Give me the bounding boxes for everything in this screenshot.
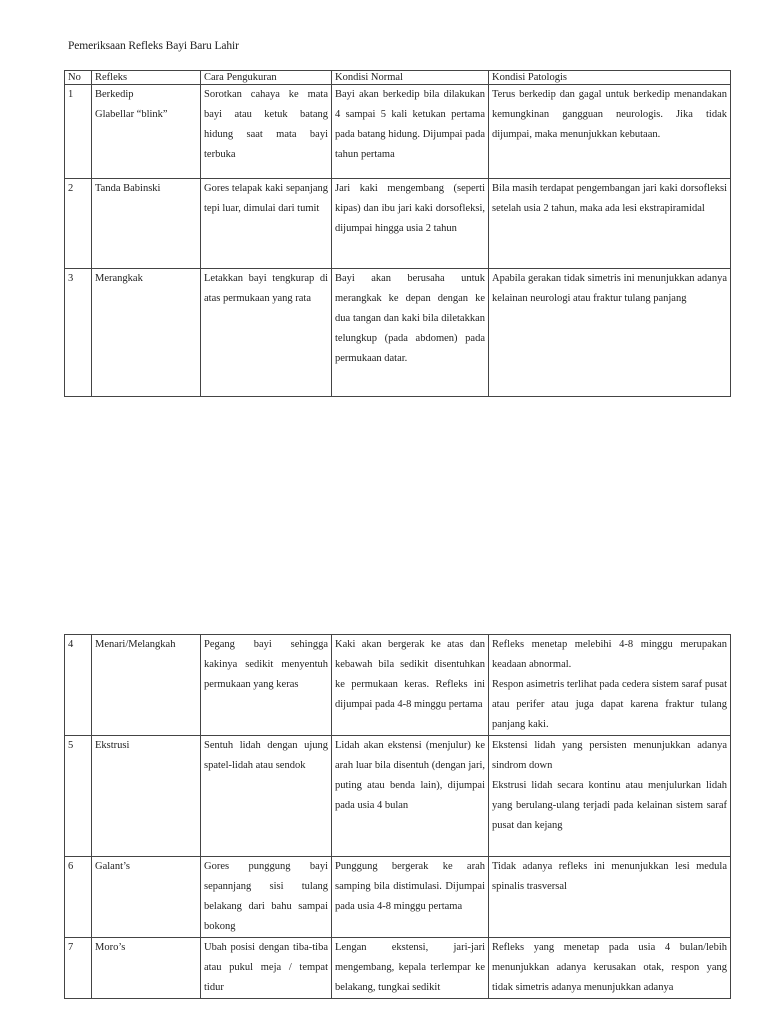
header-refleks: Refleks	[92, 71, 201, 85]
row-kondisi-normal: Jari kaki mengembang (seperti kipas) dan ibu jari kaki dorsofleksi, dijumpai hingga usia 2 tahun	[332, 179, 489, 269]
row-no: 4	[65, 635, 92, 736]
row-no: 3	[65, 269, 92, 397]
row-no: 5	[65, 736, 92, 857]
row-refleks	[92, 857, 201, 938]
row-kondisi-normal: Bayi akan berusaha untuk merangkak ke depan dengan ke dua tangan dan kaki bila diletakkan telungkup (pada abdomen) pada permukaan datar.	[332, 269, 489, 397]
row-cara-pengukuran: Sentuh lidah dengan ujung spatel-lidah atau sendok	[201, 736, 332, 857]
header-no: No	[65, 71, 92, 85]
patologis-paragraph: Apabila gerakan tidak simetris ini menunjukkan adanya kelainan neurologi atau fraktur tulang panjang	[492, 273, 727, 304]
table-row	[65, 635, 731, 736]
row-kondisi-patologis	[489, 269, 731, 397]
table-row	[65, 857, 731, 938]
row-kondisi-normal: Punggung bergerak ke arah samping bila distimulasi. Dijumpai pada usia 4-8 minggu pertama	[332, 857, 489, 938]
row-kondisi-patologis	[489, 179, 731, 269]
header-kondisi-normal: Kondisi Normal	[332, 71, 489, 85]
patologis-paragraph: Ekstrusi lidah secara kontinu atau menjulurkan lidah yang berulang-ulang terjadi pada kelainan sistem saraf pusat dan kejang	[492, 780, 727, 831]
refleks-line: Moro’s	[95, 942, 126, 953]
refleks-line: Glabellar “blink”	[95, 109, 168, 120]
row-cara-pengukuran: Letakkan bayi tengkurap di atas permukaan yang rata	[201, 269, 332, 397]
row-refleks	[92, 269, 201, 397]
row-refleks	[92, 736, 201, 857]
refleks-line: Tanda Babinski	[95, 183, 161, 194]
row-no: 6	[65, 857, 92, 938]
row-refleks	[92, 635, 201, 736]
patologis-paragraph: Bila masih terdapat pengembangan jari kaki dorsofleksi setelah usia 2 tahun, maka ada lesi ekstrapiramidal	[492, 183, 727, 214]
table-row	[65, 938, 731, 999]
refleks-line: Menari/Melangkah	[95, 639, 176, 650]
table-header-row	[65, 71, 731, 85]
refleks-line: Merangkak	[95, 273, 143, 284]
patologis-paragraph: Tidak adanya refleks ini menunjukkan lesi medula spinalis trasversal	[492, 861, 727, 892]
row-cara-pengukuran: Pegang bayi sehingga kakinya sedikit menyentuh permukaan yang keras	[201, 635, 332, 736]
refleks-line: Ekstrusi	[95, 740, 130, 751]
header-cara-pengukuran: Cara Pengukuran	[201, 71, 332, 85]
patologis-paragraph: Refleks menetap melebihi 4-8 minggu merupakan keadaan abnormal.	[492, 639, 727, 670]
row-kondisi-patologis	[489, 857, 731, 938]
row-refleks	[92, 938, 201, 999]
row-cara-pengukuran: Gores telapak kaki sepanjang tepi luar, dimulai dari tumit	[201, 179, 332, 269]
row-kondisi-normal: Lengan ekstensi, jari-jari mengembang, kepala terlempar ke belakang, tungkai sedikit	[332, 938, 489, 999]
document-title: Pemeriksaan Refleks Bayi Baru Lahir	[68, 40, 239, 52]
row-refleks	[92, 179, 201, 269]
row-kondisi-patologis	[489, 938, 731, 999]
row-kondisi-normal	[332, 85, 489, 179]
row-cara-pengukuran: Gores punggung bayi sepannjang sisi tulang belakang dari bahu sampai bokong	[201, 857, 332, 938]
row-refleks	[92, 85, 201, 179]
header-kondisi-patologis: Kondisi Patologis	[489, 71, 731, 85]
row-kondisi-normal: Kaki akan bergerak ke atas dan kebawah bila sedikit disentuhkan ke permukaan keras. Refleks ini dijumpai pada 4-8 minggu pertama	[332, 635, 489, 736]
refleks-line: Berkedip	[95, 89, 134, 100]
reflex-table-page-1	[64, 70, 731, 397]
table-row	[65, 736, 731, 857]
normal-text: Bayi akan berkedip bila dilakukan 4 sampai 5 kali ketukan pertama pada batang hidung. Dijumpai pada tahun pertama	[335, 89, 485, 160]
row-cara-pengukuran: Sorotkan cahaya ke mata bayi atau ketuk batang hidung saat mata bayi terbuka	[201, 85, 332, 179]
patologis-paragraph: Terus berkedip dan gagal untuk berkedip menandakan kemungkinan gangguan neurologis. Jika tidak dijumpai, maka menunjukkan kebutaan.	[492, 89, 727, 140]
row-kondisi-patologis	[489, 736, 731, 857]
reflex-table-page-2	[64, 634, 731, 999]
patologis-paragraph: Respon asimetris terlihat pada cedera sistem saraf pusat atau perifer atau juga dapat karena fraktur tulang panjang kaki.	[492, 679, 727, 730]
row-kondisi-patologis	[489, 85, 731, 179]
row-no: 1	[65, 85, 92, 179]
table-row	[65, 85, 731, 179]
table-row	[65, 179, 731, 269]
row-kondisi-normal: Lidah akan ekstensi (menjulur) ke arah luar bila disentuh (dengan jari, puting atau benda lain), dijumpai pada usia 4 bulan	[332, 736, 489, 857]
row-no: 2	[65, 179, 92, 269]
row-no: 7	[65, 938, 92, 999]
patologis-paragraph: Refleks yang menetap pada usia 4 bulan/lebih menunjukkan adanya kerusakan otak, respon yang tidak simetris adanya menunjukkan adanya	[492, 942, 727, 993]
row-kondisi-patologis	[489, 635, 731, 736]
table-row	[65, 269, 731, 397]
refleks-line: Galant’s	[95, 861, 130, 872]
patologis-paragraph: Ekstensi lidah yang persisten menunjukkan adanya sindrom down	[492, 740, 727, 771]
row-cara-pengukuran: Ubah posisi dengan tiba-tiba atau pukul meja / tempat tidur	[201, 938, 332, 999]
